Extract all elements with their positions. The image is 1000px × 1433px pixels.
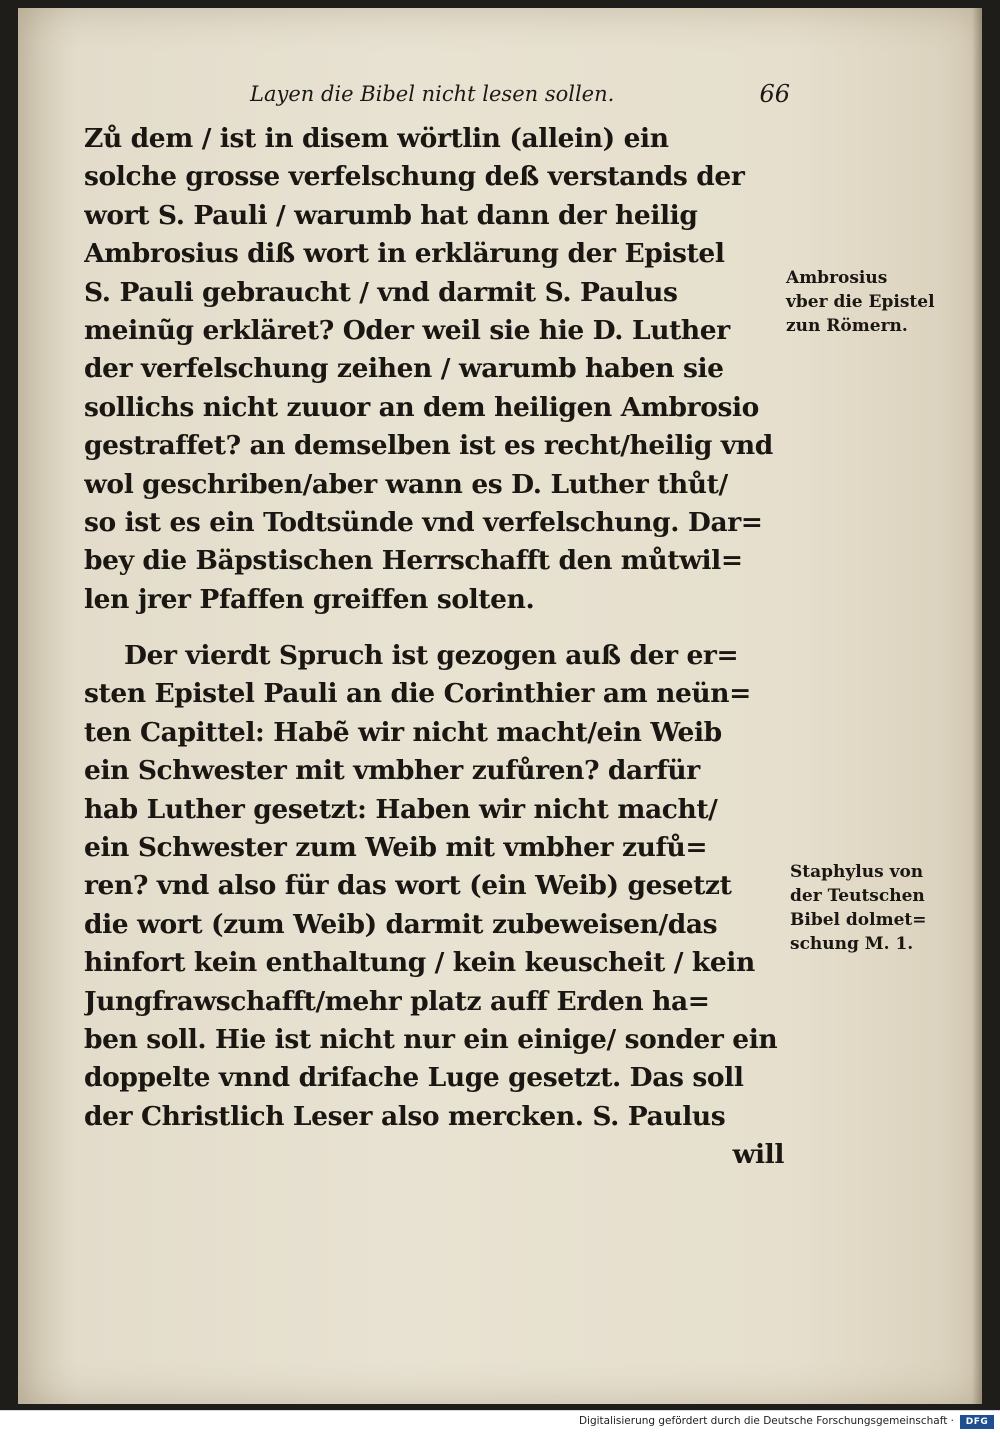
text-line: solche grosse verfelschung deß verstands der: [84, 161, 745, 193]
margin-note-line: vber die Epistel: [786, 292, 935, 312]
paragraph-1: [84, 120, 784, 619]
text-line: ein Schwester zum Weib mit vmbher zufů=: [84, 832, 708, 864]
text-line: Ambrosius diß wort in erklärung der Epistel: [84, 238, 725, 270]
dfg-logo-icon[interactable]: DFG: [960, 1415, 994, 1429]
text-line: wort S. Pauli / warumb hat dann der heilig: [84, 199, 698, 231]
margin-note-line: schung M. 1.: [790, 934, 914, 954]
margin-note-ambrosius: [786, 266, 956, 338]
text-line: hinfort kein enthaltung / kein keuscheit / kein: [84, 947, 755, 979]
body-text: [84, 120, 784, 1175]
text-line: doppelte vnnd drifache Luge gesetzt. Das soll: [84, 1062, 744, 1094]
text-line: ren? vnd also für das wort (ein Weib) gesetzt: [84, 870, 732, 902]
text-line: gestraffet? an demselben ist es recht/heilig vnd: [84, 430, 773, 462]
text-line: sten Epistel Pauli an die Corinthier am neün=: [84, 678, 751, 710]
text-line: bey die Bäpstischen Herrschafft den můtwil=: [84, 545, 743, 577]
text-line: Jungfrawschafft/mehr platz auff Erden ha=: [84, 985, 710, 1017]
catchword: will: [732, 1139, 784, 1171]
footer-bar: [0, 1410, 1000, 1433]
margin-note-line: Staphylus von: [790, 862, 924, 882]
text-line: so ist es ein Todtsünde vnd verfelschung. Dar=: [84, 506, 763, 538]
text-line: die wort (zum Weib) darmit zubeweisen/das: [84, 908, 718, 940]
page-number: 66: [759, 80, 790, 108]
text-line: ten Capittel: Habẽ wir nicht macht/ein Weib: [84, 716, 722, 748]
text-line: Zů dem / ist in disem wörtlin (allein) ein: [84, 123, 669, 154]
text-line: ein Schwester mit vmbher zufůren? darfür: [84, 755, 700, 787]
text-line: meinũg erkläret? Oder weil sie hie D. Luther: [84, 314, 730, 346]
margin-note-staphylus: [790, 860, 960, 956]
text-line: der Christlich Leser also mercken. S. Paulus: [84, 1100, 726, 1132]
text-line: len jrer Pfaffen greiffen solten.: [84, 583, 535, 615]
running-head-title: Layen die Bibel nicht lesen sollen.: [250, 82, 615, 106]
text-line: hab Luther gesetzt: Haben wir nicht macht/: [84, 793, 718, 825]
text-line: der verfelschung zeihen / warumb haben sie: [84, 353, 724, 385]
paragraph-gap: [84, 619, 784, 637]
text-line: ben soll. Hie ist nicht nur ein einige/ sonder ein: [84, 1023, 778, 1055]
margin-note-line: zun Römern.: [786, 316, 908, 336]
text-line: Der vierdt Spruch ist gezogen auß der er=: [124, 640, 739, 672]
margin-note-line: der Teutschen: [790, 886, 925, 906]
running-head: [250, 80, 790, 110]
paragraph-2: [84, 637, 784, 1174]
text-line: wol geschriben/aber wann es D. Luther thůt/: [84, 468, 728, 500]
funding-credit: Digitalisierung gefördert durch die Deutsche Forschungsgemeinschaft ·: [578, 1415, 954, 1427]
margin-note-line: Bibel dolmet=: [790, 910, 927, 930]
margin-note-line: Ambrosius: [786, 268, 888, 288]
page-edge-shadow: [972, 8, 982, 1404]
text-line: S. Pauli gebraucht / vnd darmit S. Paulus: [84, 276, 678, 308]
text-line: sollichs nicht zuuor an dem heiligen Ambrosio: [84, 391, 759, 423]
